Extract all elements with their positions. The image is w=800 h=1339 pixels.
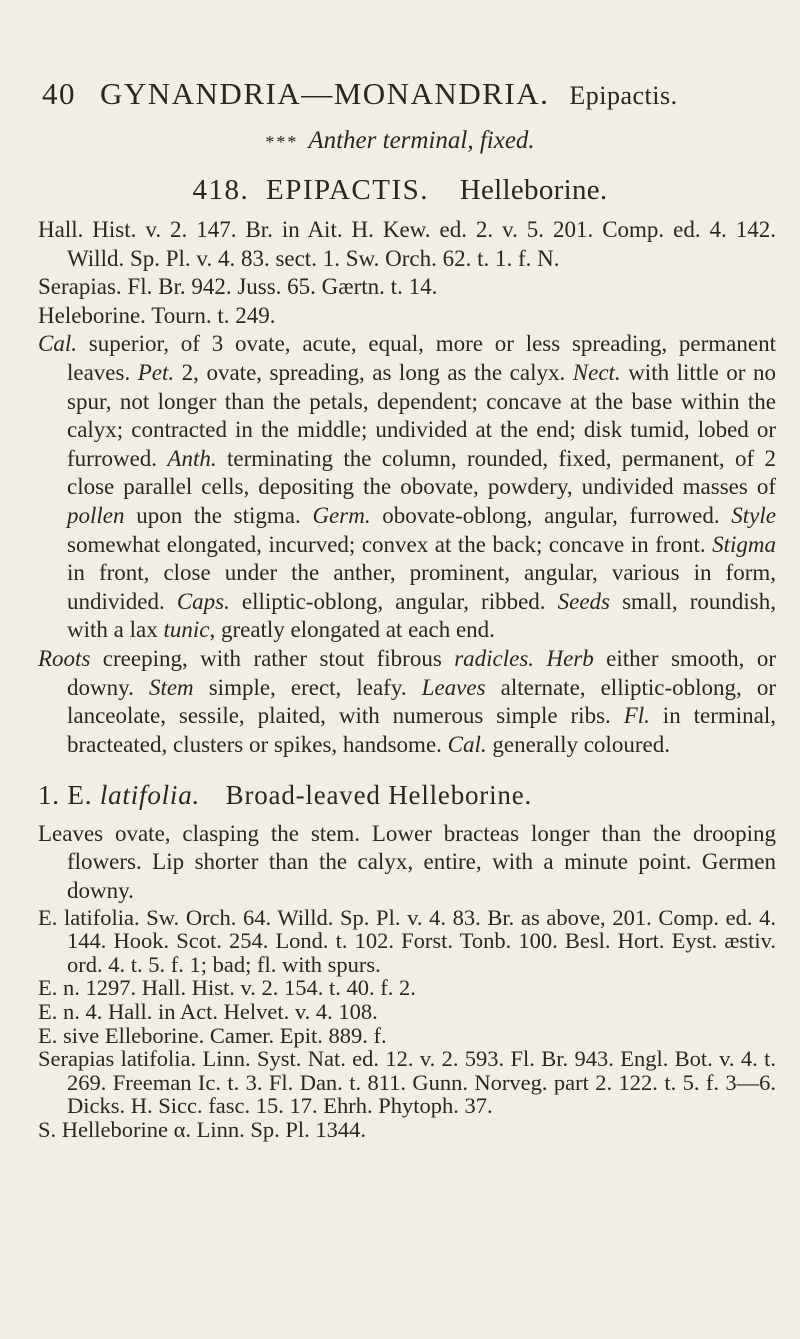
synonym-entry: Hall. Hist. v. 2. 147. Br. in Ait. H. Kew. ed. 2. v. 5. 201. Comp. ed. 4. 142. Willd. Sp. Pl. v. 4. 83. sect. 1. Sw. Orch. 62. t. 1. f. N. (38, 217, 776, 271)
description-run: Pet. (137, 359, 175, 385)
description-run: in front, close under the anther, prominent, angular, various in form, undivided. (67, 560, 776, 614)
species-common-name: Broad-leaved Helleborine. (225, 780, 533, 811)
description-run: Herb (546, 645, 594, 671)
section-subheading (0, 127, 800, 155)
description-run: creeping, with rather stout fibrous (90, 645, 455, 671)
genus-name: EPIPACTIS. (265, 174, 429, 206)
description-run: elliptic-oblong, angular, ribbed. (229, 588, 558, 614)
description-run: radicles. (454, 645, 535, 671)
description-run: Germ. (312, 502, 371, 528)
class-title: GYNANDRIA—MONANDRIA. (100, 76, 550, 111)
description-run: somewhat elongated, incurved; convex at the back; concave in front. (67, 531, 713, 557)
habit-description (38, 645, 776, 759)
reference-entry: E. n. 4. Hall. in Act. Helvet. v. 4. 108. (38, 999, 378, 1025)
reference-entry: E. latifolia. Sw. Orch. 64. Willd. Sp. Pl. v. 4. 83. Br. as above, 201. Comp. ed. 4. 144. Hook. Scot. 254. Lond. t. 102. Forst. Tonb. 100. Besl. Hort. Eyst. æstiv. ord. 4. t. 5. f. 1; bad; fl. with spurs. (38, 904, 776, 977)
description-run: Leaves (421, 674, 486, 700)
section-stars: *** (265, 132, 299, 152)
synonym-entry: Serapias. Fl. Br. 942. Juss. 65. Gærtn. t. 14. (38, 274, 438, 300)
description-run: Nect. (572, 359, 621, 385)
description-run: Roots (38, 645, 91, 671)
description-run: , greatly elongated at each end. (209, 617, 495, 643)
species-number: 1. (38, 780, 60, 811)
species-genus-abbr: E. (67, 780, 93, 811)
description-run: small, roundish, with a lax (67, 588, 776, 643)
description-run: tunic (163, 617, 210, 643)
description-run: terminating the column, rounded, fixed, permanent, of 2 close parallel cells, depositing the obovate, powdery, undivided masses of (67, 445, 777, 500)
reference-entry: E. n. 1297. Hall. Hist. v. 2. 154. t. 40. f. 2. (38, 975, 416, 1001)
description-run: Caps. (176, 588, 230, 614)
description-run: upon the stigma. (124, 502, 313, 528)
page-number: 40 (42, 76, 76, 111)
description-run: Style (731, 502, 776, 528)
description-run: in terminal, bracteated, clusters or spikes, handsome. (67, 703, 776, 757)
running-head (42, 76, 782, 112)
description-run: superior, of 3 ovate, acute, equal, more or less spreading, permanent leaves. (67, 331, 776, 385)
description-run (534, 646, 546, 671)
description-run: obovate-oblong, angular, furrowed. (370, 502, 732, 528)
description-run: simple, erect, leafy. (193, 674, 422, 700)
generic-character-description (38, 330, 776, 645)
synonym-entry: Heleborine. Tourn. t. 249. (38, 302, 276, 328)
genus-number: 418. (192, 174, 250, 206)
description-run: with little or no spur, not longer than the petals, dependent; concave at the base within the calyx; contracted in the middle; undivided at the end; disk tumid, lobed or furrowed. (67, 359, 776, 471)
description-run: pollen (67, 502, 125, 528)
species-diagnosis: Leaves ovate, clasping the stem. Lower bracteas longer than the drooping flowers. Lip shorter than the calyx, entire, with a minute point. Germen downy. (38, 820, 776, 904)
description-run: alternate, elliptic-oblong, or lanceolate, sessile, plaited, with numerous simple ribs. (67, 674, 776, 729)
description-run: Seeds (557, 588, 610, 614)
reference-entry: E. sive Elleborine. Camer. Epit. 889. f. (38, 1022, 387, 1048)
genus-common-name: Helleborine. (459, 174, 608, 206)
genus-heading (0, 174, 800, 207)
description-run: Cal. (38, 331, 77, 357)
section-subheading-text: Anther terminal, fixed. (308, 127, 535, 154)
description-run: generally coloured. (486, 731, 670, 757)
description-run: Fl. (623, 703, 650, 729)
spacer (38, 759, 776, 781)
description-run: Stem (148, 674, 194, 700)
description-run: Stigma (712, 531, 776, 557)
spacer (38, 810, 776, 820)
body-text (38, 216, 776, 1142)
species-epithet: latifolia. (99, 780, 201, 811)
reference-entry: S. Helleborine α. Linn. Sp. Pl. 1344. (38, 1117, 367, 1142)
running-genus: Epipactis. (569, 81, 678, 110)
description-run: Cal. (447, 731, 487, 757)
description-run: 2, ovate, spreading, as long as the calyx. (174, 359, 573, 385)
description-run: Anth. (167, 445, 217, 471)
reference-entry: Serapias latifolia. Linn. Syst. Nat. ed. 12. v. 2. 593. Fl. Br. 943. Engl. Bot. v. 4. t. 269. Freeman Ic. t. 3. Fl. Dan. t. 811. Gunn. Norveg. part 2. 122. t. 5. f. 3—6. Dicks. H. Sicc. fasc. 15. 17. Ehrh. Phytoph. 37. (38, 1046, 776, 1119)
species-references (38, 906, 776, 1142)
species-heading (38, 781, 776, 810)
description-run: either smooth, or downy. (67, 645, 776, 700)
